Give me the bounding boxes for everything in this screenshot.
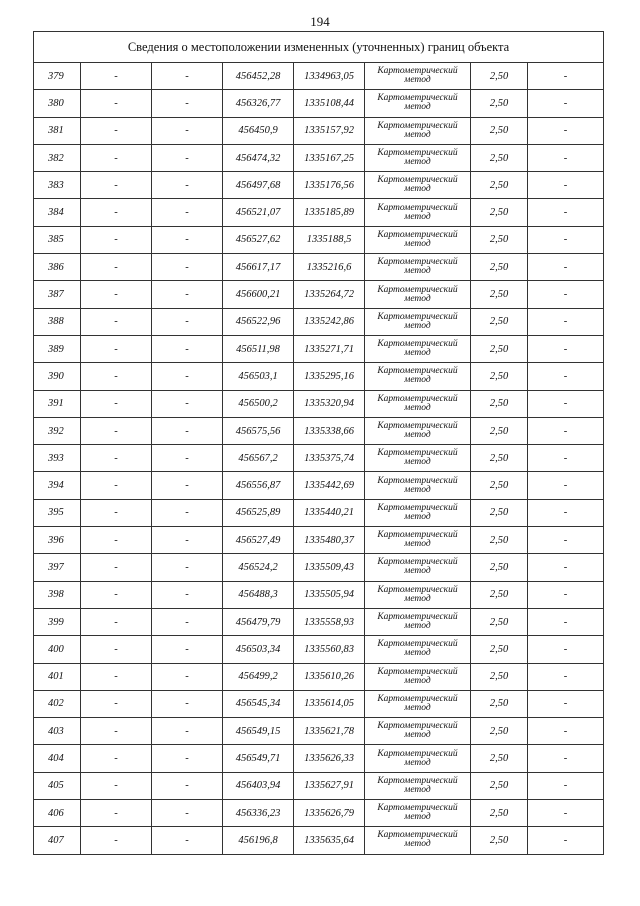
- table-row: [34, 663, 604, 690]
- method-cell: Картометрический метод: [365, 690, 471, 717]
- point-number-cell: 392: [34, 417, 81, 444]
- method-cell: Картометрический метод: [365, 554, 471, 581]
- y-coordinate-cell: 1335440,21: [294, 499, 365, 526]
- table-row: [34, 636, 604, 663]
- table-row: [34, 417, 604, 444]
- method-cell: Картометрический метод: [365, 527, 471, 554]
- accuracy-cell: 2,50: [471, 827, 528, 854]
- empty-cell: -: [152, 117, 223, 144]
- accuracy-cell: 2,50: [471, 144, 528, 171]
- x-coordinate-cell: 456403,94: [223, 772, 294, 799]
- empty-cell: -: [81, 117, 152, 144]
- method-cell: Картометрический метод: [365, 335, 471, 362]
- empty-cell: -: [81, 254, 152, 281]
- x-coordinate-cell: 456575,56: [223, 417, 294, 444]
- point-number-cell: 407: [34, 827, 81, 854]
- method-cell: Картометрический метод: [365, 827, 471, 854]
- table-row: [34, 608, 604, 635]
- empty-cell: -: [528, 117, 604, 144]
- y-coordinate-cell: 1335176,56: [294, 172, 365, 199]
- point-number-cell: 403: [34, 718, 81, 745]
- empty-cell: -: [528, 226, 604, 253]
- empty-cell: -: [152, 663, 223, 690]
- table-row: [34, 745, 604, 772]
- x-coordinate-cell: 456474,32: [223, 144, 294, 171]
- x-coordinate-cell: 456499,2: [223, 663, 294, 690]
- empty-cell: -: [152, 800, 223, 827]
- method-cell: Картометрический метод: [365, 390, 471, 417]
- empty-cell: -: [528, 527, 604, 554]
- y-coordinate-cell: 1335635,64: [294, 827, 365, 854]
- point-number-cell: 402: [34, 690, 81, 717]
- table-body: [34, 63, 604, 855]
- empty-cell: -: [528, 417, 604, 444]
- empty-cell: -: [152, 90, 223, 117]
- empty-cell: -: [152, 335, 223, 362]
- y-coordinate-cell: 1335242,86: [294, 308, 365, 335]
- accuracy-cell: 2,50: [471, 308, 528, 335]
- point-number-cell: 384: [34, 199, 81, 226]
- empty-cell: -: [528, 90, 604, 117]
- empty-cell: -: [81, 199, 152, 226]
- point-number-cell: 395: [34, 499, 81, 526]
- table-row: [34, 390, 604, 417]
- y-coordinate-cell: 1335626,33: [294, 745, 365, 772]
- accuracy-cell: 2,50: [471, 90, 528, 117]
- method-cell: Картометрический метод: [365, 581, 471, 608]
- y-coordinate-cell: 1335621,78: [294, 718, 365, 745]
- x-coordinate-cell: 456479,79: [223, 608, 294, 635]
- empty-cell: -: [81, 663, 152, 690]
- empty-cell: -: [152, 308, 223, 335]
- x-coordinate-cell: 456500,2: [223, 390, 294, 417]
- empty-cell: -: [81, 281, 152, 308]
- x-coordinate-cell: 456452,28: [223, 63, 294, 90]
- x-coordinate-cell: 456196,8: [223, 827, 294, 854]
- point-number-cell: 391: [34, 390, 81, 417]
- empty-cell: -: [81, 827, 152, 854]
- y-coordinate-cell: 1335505,94: [294, 581, 365, 608]
- method-cell: Картометрический метод: [365, 63, 471, 90]
- y-coordinate-cell: 1335375,74: [294, 445, 365, 472]
- empty-cell: -: [152, 718, 223, 745]
- empty-cell: -: [81, 445, 152, 472]
- point-number-cell: 389: [34, 335, 81, 362]
- y-coordinate-cell: 1335216,6: [294, 254, 365, 281]
- empty-cell: -: [81, 527, 152, 554]
- point-number-cell: 381: [34, 117, 81, 144]
- empty-cell: -: [528, 472, 604, 499]
- page-number: 194: [310, 14, 330, 29]
- accuracy-cell: 2,50: [471, 417, 528, 444]
- point-number-cell: 404: [34, 745, 81, 772]
- x-coordinate-cell: 456567,2: [223, 445, 294, 472]
- y-coordinate-cell: 1335338,66: [294, 417, 365, 444]
- method-cell: Картометрический метод: [365, 417, 471, 444]
- accuracy-cell: 2,50: [471, 800, 528, 827]
- empty-cell: -: [81, 390, 152, 417]
- x-coordinate-cell: 456549,71: [223, 745, 294, 772]
- empty-cell: -: [152, 390, 223, 417]
- empty-cell: -: [81, 144, 152, 171]
- accuracy-cell: 2,50: [471, 636, 528, 663]
- y-coordinate-cell: 1335509,43: [294, 554, 365, 581]
- x-coordinate-cell: 456527,62: [223, 226, 294, 253]
- empty-cell: -: [152, 417, 223, 444]
- empty-cell: -: [152, 199, 223, 226]
- table-row: [34, 172, 604, 199]
- empty-cell: -: [152, 226, 223, 253]
- point-number-cell: 396: [34, 527, 81, 554]
- x-coordinate-cell: 456336,23: [223, 800, 294, 827]
- empty-cell: -: [81, 636, 152, 663]
- accuracy-cell: 2,50: [471, 281, 528, 308]
- y-coordinate-cell: 1335627,91: [294, 772, 365, 799]
- x-coordinate-cell: 456522,96: [223, 308, 294, 335]
- empty-cell: -: [152, 554, 223, 581]
- x-coordinate-cell: 456549,15: [223, 718, 294, 745]
- method-cell: Картометрический метод: [365, 199, 471, 226]
- empty-cell: -: [528, 499, 604, 526]
- empty-cell: -: [152, 636, 223, 663]
- table-row: [34, 281, 604, 308]
- empty-cell: -: [152, 499, 223, 526]
- y-coordinate-cell: 1335271,71: [294, 335, 365, 362]
- empty-cell: -: [528, 690, 604, 717]
- point-number-cell: 398: [34, 581, 81, 608]
- point-number-cell: 386: [34, 254, 81, 281]
- table-row: [34, 144, 604, 171]
- table-row: [34, 527, 604, 554]
- accuracy-cell: 2,50: [471, 117, 528, 144]
- empty-cell: -: [81, 772, 152, 799]
- y-coordinate-cell: 1335442,69: [294, 472, 365, 499]
- accuracy-cell: 2,50: [471, 499, 528, 526]
- x-coordinate-cell: 456617,17: [223, 254, 294, 281]
- table-row: [34, 335, 604, 362]
- method-cell: Картометрический метод: [365, 445, 471, 472]
- method-cell: Картометрический метод: [365, 281, 471, 308]
- method-cell: Картометрический метод: [365, 308, 471, 335]
- table-row: [34, 445, 604, 472]
- empty-cell: -: [152, 472, 223, 499]
- x-coordinate-cell: 456503,34: [223, 636, 294, 663]
- y-coordinate-cell: 1335626,79: [294, 800, 365, 827]
- accuracy-cell: 2,50: [471, 554, 528, 581]
- method-cell: Картометрический метод: [365, 663, 471, 690]
- empty-cell: -: [528, 308, 604, 335]
- y-coordinate-cell: 1335320,94: [294, 390, 365, 417]
- empty-cell: -: [528, 772, 604, 799]
- accuracy-cell: 2,50: [471, 527, 528, 554]
- empty-cell: -: [152, 772, 223, 799]
- empty-cell: -: [81, 363, 152, 390]
- table-row: [34, 308, 604, 335]
- empty-cell: -: [81, 472, 152, 499]
- method-cell: Картометрический метод: [365, 144, 471, 171]
- point-number-cell: 382: [34, 144, 81, 171]
- y-coordinate-cell: 1335157,92: [294, 117, 365, 144]
- empty-cell: -: [152, 581, 223, 608]
- y-coordinate-cell: 1335167,25: [294, 144, 365, 171]
- point-number-cell: 399: [34, 608, 81, 635]
- empty-cell: -: [152, 690, 223, 717]
- accuracy-cell: 2,50: [471, 608, 528, 635]
- empty-cell: -: [152, 144, 223, 171]
- table-title: Сведения о местоположении измененных (уточненных) границ объекта: [34, 32, 604, 63]
- x-coordinate-cell: 456524,2: [223, 554, 294, 581]
- table-row: [34, 226, 604, 253]
- empty-cell: -: [528, 63, 604, 90]
- empty-cell: -: [81, 172, 152, 199]
- y-coordinate-cell: 1335560,83: [294, 636, 365, 663]
- accuracy-cell: 2,50: [471, 772, 528, 799]
- empty-cell: -: [152, 363, 223, 390]
- method-cell: Картометрический метод: [365, 90, 471, 117]
- empty-cell: -: [152, 63, 223, 90]
- accuracy-cell: 2,50: [471, 199, 528, 226]
- empty-cell: -: [528, 390, 604, 417]
- empty-cell: -: [528, 718, 604, 745]
- empty-cell: -: [152, 608, 223, 635]
- empty-cell: -: [81, 581, 152, 608]
- empty-cell: -: [528, 636, 604, 663]
- empty-cell: -: [528, 581, 604, 608]
- point-number-cell: 406: [34, 800, 81, 827]
- x-coordinate-cell: 456556,87: [223, 472, 294, 499]
- y-coordinate-cell: 1335188,5: [294, 226, 365, 253]
- empty-cell: -: [81, 90, 152, 117]
- y-coordinate-cell: 1335295,16: [294, 363, 365, 390]
- empty-cell: -: [152, 445, 223, 472]
- x-coordinate-cell: 456488,3: [223, 581, 294, 608]
- point-number-cell: 393: [34, 445, 81, 472]
- method-cell: Картометрический метод: [365, 254, 471, 281]
- method-cell: Картометрический метод: [365, 472, 471, 499]
- method-cell: Картометрический метод: [365, 772, 471, 799]
- method-cell: Картометрический метод: [365, 636, 471, 663]
- x-coordinate-cell: 456527,49: [223, 527, 294, 554]
- table-header-row: [34, 32, 604, 63]
- method-cell: Картометрический метод: [365, 745, 471, 772]
- point-number-cell: 388: [34, 308, 81, 335]
- empty-cell: -: [528, 281, 604, 308]
- empty-cell: -: [81, 608, 152, 635]
- x-coordinate-cell: 456525,89: [223, 499, 294, 526]
- empty-cell: -: [81, 417, 152, 444]
- empty-cell: -: [528, 827, 604, 854]
- accuracy-cell: 2,50: [471, 226, 528, 253]
- table-row: [34, 827, 604, 854]
- empty-cell: -: [152, 527, 223, 554]
- method-cell: Картометрический метод: [365, 499, 471, 526]
- empty-cell: -: [81, 335, 152, 362]
- table-row: [34, 772, 604, 799]
- empty-cell: -: [81, 554, 152, 581]
- point-number-cell: 383: [34, 172, 81, 199]
- empty-cell: -: [152, 281, 223, 308]
- empty-cell: -: [528, 144, 604, 171]
- accuracy-cell: 2,50: [471, 254, 528, 281]
- empty-cell: -: [81, 63, 152, 90]
- x-coordinate-cell: 456521,07: [223, 199, 294, 226]
- empty-cell: -: [81, 745, 152, 772]
- accuracy-cell: 2,50: [471, 63, 528, 90]
- table-row: [34, 254, 604, 281]
- empty-cell: -: [528, 445, 604, 472]
- y-coordinate-cell: 1335185,89: [294, 199, 365, 226]
- table-row: [34, 472, 604, 499]
- empty-cell: -: [152, 172, 223, 199]
- empty-cell: -: [528, 172, 604, 199]
- empty-cell: -: [528, 800, 604, 827]
- table-row: [34, 363, 604, 390]
- empty-cell: -: [81, 718, 152, 745]
- boundary-coordinates-table: [33, 31, 604, 855]
- x-coordinate-cell: 456600,21: [223, 281, 294, 308]
- table-row: [34, 63, 604, 90]
- empty-cell: -: [528, 199, 604, 226]
- table-row: [34, 581, 604, 608]
- accuracy-cell: 2,50: [471, 445, 528, 472]
- point-number-cell: 405: [34, 772, 81, 799]
- point-number-cell: 400: [34, 636, 81, 663]
- point-number-cell: 390: [34, 363, 81, 390]
- empty-cell: -: [81, 226, 152, 253]
- accuracy-cell: 2,50: [471, 745, 528, 772]
- y-coordinate-cell: 1335610,26: [294, 663, 365, 690]
- empty-cell: -: [528, 663, 604, 690]
- y-coordinate-cell: 1335264,72: [294, 281, 365, 308]
- point-number-cell: 394: [34, 472, 81, 499]
- point-number-cell: 387: [34, 281, 81, 308]
- table-row: [34, 499, 604, 526]
- accuracy-cell: 2,50: [471, 363, 528, 390]
- empty-cell: -: [528, 608, 604, 635]
- point-number-cell: 379: [34, 63, 81, 90]
- method-cell: Картометрический метод: [365, 718, 471, 745]
- point-number-cell: 385: [34, 226, 81, 253]
- accuracy-cell: 2,50: [471, 335, 528, 362]
- point-number-cell: 397: [34, 554, 81, 581]
- empty-cell: -: [81, 499, 152, 526]
- method-cell: Картометрический метод: [365, 363, 471, 390]
- empty-cell: -: [528, 254, 604, 281]
- empty-cell: -: [528, 363, 604, 390]
- empty-cell: -: [81, 800, 152, 827]
- y-coordinate-cell: 1335558,93: [294, 608, 365, 635]
- accuracy-cell: 2,50: [471, 472, 528, 499]
- empty-cell: -: [528, 554, 604, 581]
- y-coordinate-cell: 1335614,05: [294, 690, 365, 717]
- x-coordinate-cell: 456503,1: [223, 363, 294, 390]
- x-coordinate-cell: 456497,68: [223, 172, 294, 199]
- table-row: [34, 718, 604, 745]
- empty-cell: -: [152, 254, 223, 281]
- table-row: [34, 554, 604, 581]
- table-row: [34, 690, 604, 717]
- empty-cell: -: [528, 745, 604, 772]
- table-row: [34, 117, 604, 144]
- method-cell: Картометрический метод: [365, 117, 471, 144]
- empty-cell: -: [81, 308, 152, 335]
- empty-cell: -: [81, 690, 152, 717]
- y-coordinate-cell: 1335108,44: [294, 90, 365, 117]
- y-coordinate-cell: 1335480,37: [294, 527, 365, 554]
- table-row: [34, 90, 604, 117]
- accuracy-cell: 2,50: [471, 718, 528, 745]
- empty-cell: -: [528, 335, 604, 362]
- empty-cell: -: [152, 745, 223, 772]
- x-coordinate-cell: 456511,98: [223, 335, 294, 362]
- accuracy-cell: 2,50: [471, 663, 528, 690]
- method-cell: Картометрический метод: [365, 226, 471, 253]
- accuracy-cell: 2,50: [471, 690, 528, 717]
- method-cell: Картометрический метод: [365, 608, 471, 635]
- x-coordinate-cell: 456545,34: [223, 690, 294, 717]
- x-coordinate-cell: 456326,77: [223, 90, 294, 117]
- table-row: [34, 800, 604, 827]
- table-row: [34, 199, 604, 226]
- x-coordinate-cell: 456450,9: [223, 117, 294, 144]
- point-number-cell: 380: [34, 90, 81, 117]
- point-number-cell: 401: [34, 663, 81, 690]
- y-coordinate-cell: 1334963,05: [294, 63, 365, 90]
- empty-cell: -: [152, 827, 223, 854]
- accuracy-cell: 2,50: [471, 390, 528, 417]
- accuracy-cell: 2,50: [471, 172, 528, 199]
- method-cell: Картометрический метод: [365, 800, 471, 827]
- method-cell: Картометрический метод: [365, 172, 471, 199]
- accuracy-cell: 2,50: [471, 581, 528, 608]
